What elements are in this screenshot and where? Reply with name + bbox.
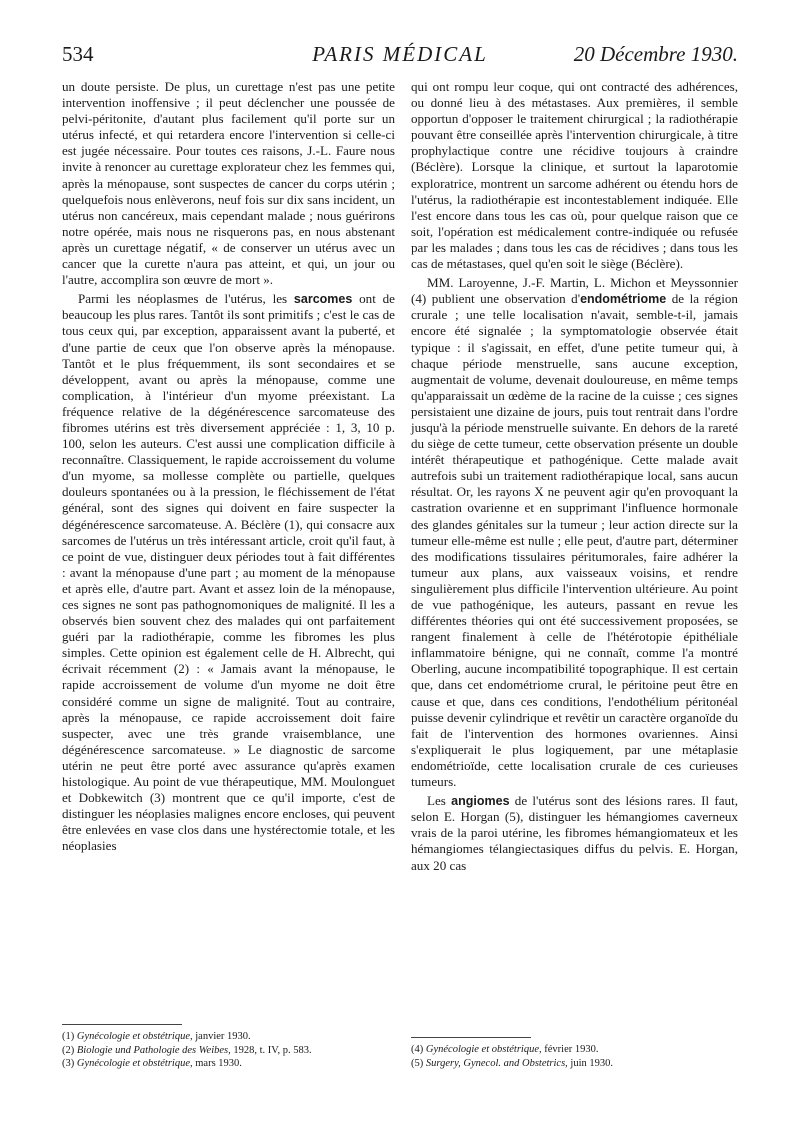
text-run: ont de beaucoup les plus rares. Tantôt ils sont primitifs ; c'est le cas de tous ceux qui, par exception, apparaissent avant la puberté, et d'une partie de ceux que l'on observe après la ménopause. Tantôt et le plus fréquemment, ils sont secondaires et se développent, avant ou après la ménopause, comme une complication, à l'intérieur d'un myome préexistant. La fréquence relative de la dégénérescence sarcomateuse des fibromes utérins est très diversement appréciée : 1, 3, 10 p. 100, selon les auteurs. C'est aussi une complication difficile à reconnaître. Classiquement, le rapide accroissement du volume d'un myome, sa mollesse complète ou partielle, quelques douleurs spontanées ou à la pression, le fléchissement de l'état général, sont des signes qui doivent en faire suspecter la dégénérescence sarcomateuse. A. Béclère (1), qui consacre aux sarcomes de l'utérus un très intéressant article, croit qu'il faut, à ce point de vue, distinguer deux périodes tout à fait différentes : avant la ménopause d'une part ; au moment de la ménopause et après elle, d'autre part. Avant et assez loin de la ménopause, ces signes ne sont pas pathognomoniques de malignité. Il les a observés bien souvent chez des malades qui ont parfaitement guéri par la radiothérapie, comme les fibromes les plus simples. Cette opinion est également celle de H. Albrecht, qui écrivait récemment (2) : « Jamais avant la ménopause, le rapide accroissement de volume d'un myome ne doit être considéré comme un signe de malignité. Tout au contraire, après la ménopause, ce rapide accroissement doit faire suspecter, avec une très grande vraisemblance, une dégénérescence sarcomateuse. » Le diagnostic de sarcome utérin ne peut être porté avec assurance qu'après examen histologique. Au point de vue thérapeutique, MM. Moulonguet et Dobkewitch (3) montrent que ce qu'il importe, c'est de distinguer les néoplasies malignes encore encloses, qui peuvent être enlevées en vase clos dans une hystérectomie totale, et les néoplasies: [62, 291, 395, 854]
keyword-endometriome: endométriome: [580, 292, 667, 307]
paragraph-metastases: qui ont rompu leur coque, qui ont contracté des adhérences, ou donné lieu à des métastases. Aux premières, il semble opportun d'opposer le traitement chirurgical ; la radiothérapie pouvant être conseillée après l'intervention chirurgicale, à titre prophylactique contre une récidive toujours à craindre (Béclère). Lorsque la clinique, et surtout la laparotomie exploratrice, montrent un sarcome adhérent ou étendu hors de l'utérus, la radiothérapie est incontestablement indiquée. Elle l'est encore dans tous les cas où, pour quelque raison que ce soit, l'opération est médicalement contre-indiquée ou refusée par les malades ; dans tous les cas de récidives ; dans tous les cas de métastases, quel qu'en soit le siège (Béclère).: [411, 79, 738, 272]
issue-date: 20 Décembre 1930.: [573, 42, 738, 66]
text-run: de l'utérus sont des lésions rares. Il faut, selon E. Horgan (5), distinguer les hémangiomes caverneux vrais de la paroi utérine, les fibromes hémangiomateux et les hémangiomes télangiectasiques diffus du pelvis. E. Horgan, aux 20 cas: [411, 793, 738, 873]
text-run: MM. Laroyenne, J.-F. Martin, L. Michon et Meyssonnier (4) publient une observation d': [411, 275, 738, 307]
footnote-detail: 1928, t. IV, p. 583.: [230, 1044, 312, 1056]
left-column: [62, 79, 395, 855]
footnote: [411, 1057, 738, 1071]
footnote-rule-left: [62, 1024, 182, 1025]
page-header: [62, 40, 738, 70]
footnote: [62, 1030, 395, 1044]
footnote: [411, 1043, 738, 1057]
footnotes-left: [62, 1030, 395, 1071]
text-run: de la région crurale ; une telle localisation n'avait, semble-t-il, jamais encore été signalée ; la symptomatologie observée était typique : il s'agissait, en effet, d'une petite tumeur qui, à chaque période menstruelle, sans aucune exception, augmentait de volume, devenait douloureuse, en même temps qu'apparaissait un œdème de la racine de la cuisse ; ces signes persistaient une dizaine de jours, puis tout rentrait dans l'ordre jusqu'à la période menstruelle suivante. En dehors de la rareté du siège de cette tumeur, cette observation présente un double intérêt thérapeutique et pathogénique. Cette malade avait autrefois subi un traitement radiothérapique local, sans aucun résultat. Or, les rayons X ne peuvent agir qu'en provoquant la castration ovarienne et en supprimant l'influence hormonale des glandes génitales sur la tumeur ; leur action directe sur la tumeur elle-même est nulle ; elle peut, d'autre part, déterminer des modifications tissulaires péritumorales, faire adhérer la tumeur aux plans, aux vaisseaux voisins, et rendre singulièrement plus difficile l'intervention ultérieure. Au point de vue pathogénique, les auteurs, passant en revue les différentes théories qui ont été successivement proposées, se rangent finalement à celle de l'hétérotopie épithéliale inflammatoire bénigne, qui ne connaît, comme l'a montré Oberling, aucune incompatibilité topographique. Il est certain que, dans cet endométriome crural, le péritoine peut être en cause et que, dans ces conditions, l'endothélium péritonéal puisse devenir cylindrique et revêtir un caractère organoïde du fait de l'intervention des hormones ovariennes. Ainsi s'expliquerait le plus logiquement, par une métaplasie endométrioïde, cette localisation crurale de ces curieuses tumeurs.: [411, 291, 738, 790]
footnote-title: Biologie und Pathologie des Weibes,: [76, 1044, 231, 1056]
footnote-title: Surgery, Gynecol. and Obstetrics,: [425, 1057, 568, 1069]
footnote-title: Gynécologie et obstétrique,: [76, 1031, 193, 1042]
footnote: [62, 1044, 395, 1058]
right-column: [411, 79, 738, 874]
text-run: Parmi les néoplasmes de l'utérus, les: [78, 291, 294, 307]
paragraph-curettage: un doute persiste. De plus, un curettage n'est pas une petite intervention inoffensive ; il peut déclencher une poussée de pelvi-péritonite, d'autant plus facilement qu'il porte sur un utérus infecté, et qui retardera encore l'intervention si celle-ci est jugée nécessaire. Pour toutes ces raisons, J.-L. Faure nous invite à renoncer au curettage explorateur chez les femmes qui, après la ménopause, sont suspectes de cancer du corps utérin ; quelquefois nous enlèverons, neuf fois sur dix sans incident, un utérus non cancéreux, mais cependant malade ; nous guérirons notre opérée, mais nous ne risquerons pas, en nous abstenant après un curettage négatif, « de conserver un utérus avec un cancer que la curette n'aura pas atteint, et qui, un jour ou l'autre, accomplira son œuvre de mort ».: [62, 79, 395, 288]
footnote: [62, 1057, 395, 1071]
page-number: 534: [62, 42, 94, 66]
footnote-number: (1): [62, 1031, 77, 1042]
footnote-detail: février 1930.: [541, 1044, 599, 1055]
text-run: Les: [427, 793, 452, 809]
paragraph-angiomes: [411, 793, 738, 873]
paragraph-sarcomes: [62, 291, 395, 854]
footnote-number: (3): [62, 1058, 77, 1069]
footnote-rule-right: [411, 1037, 531, 1038]
keyword-angiomes: angiomes: [451, 794, 510, 809]
footnote-number: (4): [411, 1044, 426, 1055]
journal-title: PARIS MÉDICAL: [312, 42, 488, 66]
footnote-detail: mars 1930.: [192, 1058, 242, 1069]
footnotes-right: [411, 1043, 738, 1070]
footnote-number: (5): [411, 1057, 426, 1069]
keyword-sarcomes: sarcomes: [293, 292, 353, 307]
footnote-detail: janvier 1930.: [192, 1031, 251, 1042]
footnote-title: Gynécologie et obstétrique,: [425, 1044, 542, 1055]
footnote-detail: juin 1930.: [567, 1057, 614, 1069]
paragraph-endometriome: [411, 275, 738, 790]
footnote-number: (2): [62, 1044, 77, 1056]
footnote-title: Gynécologie et obstétrique,: [76, 1058, 193, 1069]
